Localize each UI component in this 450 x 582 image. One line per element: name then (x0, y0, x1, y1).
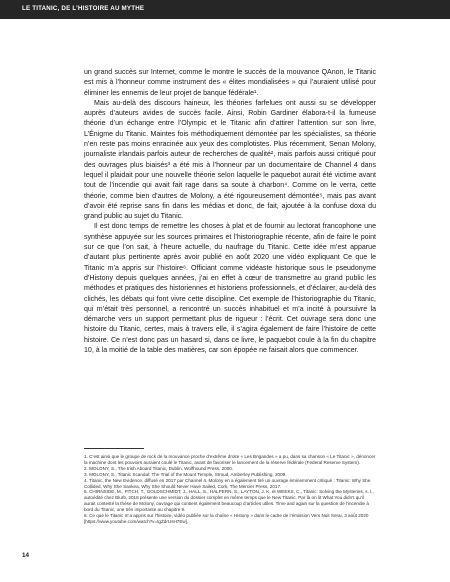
footnote: 2. MOLONY, S., The Irish Aboard Titanic, Dublin, Wolfhound Press, 2000. (84, 465, 234, 471)
footnote: 6. Ce que le Titanic m’a appris sur l’histoire, vidéo publiée sur la chaîne « Histony » dans le cadre de l’émission Vers Nuit Serai, 3 août 2020 [https://www.youtube.com/watch?v=tgZdrUsH7Ew]. (84, 513, 369, 524)
footnote: 1. C’est ainsi que le groupe de rock de la mouvance proche d’extrême droite « Les Brigandes » a pu, dans sa chanson « Le Titanic », dénoncer la machine dont les pouvoirs auraient coulé le Titanic, avant de favoriser le lancement de la réserve fédérale (Federal Reserve System). (84, 454, 376, 465)
paragraph: Il est donc temps de remettre les choses à plat et de fournir au lectorat francophone une synthèse appuyée sur les sources primaires et l’historiographie récente, afin de faire le point sur ce que l’on sait, à l’heure actuelle, du naufrage du Titanic. Cette idée m’est apparue d’autant plus pertinente après avoir publié en août 2020 une vidéo expliquant Ce que le Titanic m’a appris sur l’histoire⁶. Officiant comme vidéaste historique sous le pseudonyme d’Histony depuis quelques années, j’ai en effet à cœur de transmettre au grand public les méthodes et pratiques des historiennes et historiens professionnels, et d’éclairer, au-delà des clichés, les débats qui font vivre cette discipline. Cet exemple de l’historiographie du Titanic, qui m’était très personnel, a rencontré un succès inhabituel et m’a incité à poursuivre la démarche vers un support permettant plus de rigueur : l’écrit. Cet ouvrage sera donc une histoire du Titanic, certes, mais à travers elle, il s’agira également de faire l’histoire de cette histoire. Ce n’est donc pas un hasard si, dans ce livre, le paquebot coule à la fin du chapitre 10, à la moitié de la table des matières, car son épopée ne faisait alors que commencer. (84, 223, 376, 355)
footnote: 5. CHIRNSIDE, M., FITCH, T., GOLDSCHMIDT, J., HALL, S., HALPERN, S., LAYTON, J. K. et WEEKS, C., Titanic: Solving the Mysteries, s. l., autoédité chez Blurb, 2018 présente une version du dossier complet en même temps que le New Titanic. Par là on lit What You didn’t qu’il aurait contesté la thèse de Molony, ouvrage qui contient également beaucoup d’articles utiles. Time and again sur la question de l’incendie à bord du Titanic, une très importante au chapitre 9. (84, 489, 374, 513)
page-number: 14 (22, 552, 30, 559)
paragraph: Mais au-delà des discours haineux, les théories farfelues ont aussi su se développer auprès d’auteurs avides de succès facile. Ainsi, Robin Gardiner élabora-t-il la fumeuse théorie d’un échange entre l’Olympic et le Titanic afin d’attirer l’attention sur son livre, L’Énigme du Titanic. Maintes fois méthodiquement démontée par les spécialistes, sa théorie n’en reste pas moins enracinée aux yeux des complotistes. Plus récemment, Senan Molony, journaliste irlandais parfois auteur de recherches de qualité², mais parfois aussi critiqué pour des ouvrages plus biaisés³ a été mis à l’honneur par un documentaire de Channel 4 dans lequel il plaidait pour une nouvelle théorie selon laquelle le paquebot aurait été victime avant tout de l’incendie qui avait fait rage dans sa soute à charbon⁴. Comme on le verra, cette théorie, comme bien d’autres de Molony, a été rigoureusement démontée⁵, mais pas avant d’avoir été reprise sans fin dans les médias et donc, de fait, ajoutée à la confuse doxa du grand public au sujet du Titanic. (84, 99, 376, 221)
running-head: LE TITANIC, DE L’HISTOIRE AU MYTHE (22, 5, 145, 12)
footnote-rule (84, 448, 144, 449)
footnote: 4. Titanic, the New Evidence, diffusé en 2017 par Channel 4. Molony en a également tiré un ouvrage éminemment critiqué : Titanic: Why She Collided, Why She Sankea, Why She Should Never Have Sailed, Cork, The Mercier Press, 2017. (84, 477, 371, 489)
footnote: 3. MOLONY, S., Titanic Scandal: The Trial of the Mount Temple, Stroud, Amberley Publishing, 2009. (84, 471, 287, 477)
paragraph: un grand succès sur Internet, comme le montre le succès de la mouvance QAnon, le Titanic est mis à l’honneur comme instrument des « élites mondialisées » qui l’auraient utilisé pour éliminer les ennemis de leur projet de banque fédérale¹. (84, 69, 376, 97)
running-head-bar (0, 0, 450, 19)
body-text (84, 68, 376, 356)
footnotes (84, 454, 376, 525)
